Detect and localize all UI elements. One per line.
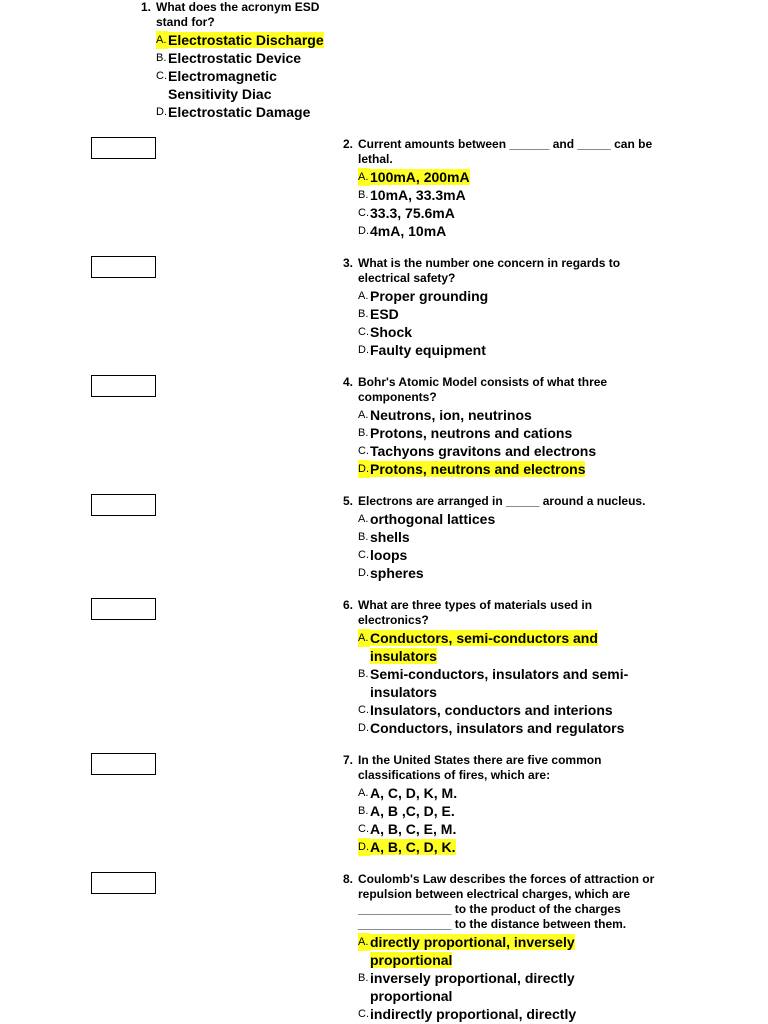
option-d[interactable]	[156, 103, 341, 121]
option-d[interactable]	[358, 838, 673, 856]
question-1	[141, 0, 341, 121]
option-letter: D.	[358, 838, 370, 856]
option-text: 10mA, 33.3mA	[370, 187, 466, 203]
options-list	[358, 933, 673, 1023]
option-letter: C.	[156, 70, 167, 82]
question-number: 6.	[343, 598, 354, 612]
option-letter: A.	[358, 290, 369, 302]
option-b[interactable]	[358, 969, 673, 1005]
option-text: A, B ,C, D, E.	[370, 803, 455, 819]
answer-box-3[interactable]	[91, 256, 156, 278]
option-d[interactable]	[358, 719, 673, 737]
answer-box-2[interactable]	[91, 137, 156, 159]
option-b[interactable]	[156, 49, 341, 67]
option-a[interactable]	[358, 784, 673, 802]
question-8	[343, 872, 673, 1023]
option-letter: C.	[358, 823, 369, 835]
option-text: 33.3, 75.6mA	[370, 205, 455, 221]
option-letter: A.	[156, 31, 168, 49]
answer-box-4[interactable]	[91, 375, 156, 397]
question-2	[343, 137, 673, 240]
question-5-prompt	[343, 494, 673, 509]
answer-box-7[interactable]	[91, 753, 156, 775]
option-text: Semi-conductors, insulators and semi-insulators	[370, 666, 629, 700]
option-letter: B.	[358, 668, 369, 680]
options-list	[358, 510, 673, 582]
option-text: Neutrons, ion, neutrinos	[370, 407, 532, 423]
option-letter: A.	[358, 513, 369, 525]
options-list	[358, 287, 673, 359]
option-text: spheres	[370, 565, 424, 581]
question-text: What are three types of materials used in electronics?	[358, 598, 593, 627]
option-c[interactable]	[358, 204, 673, 222]
option-text: shells	[370, 529, 410, 545]
option-a[interactable]	[358, 510, 673, 528]
option-c[interactable]	[358, 1005, 673, 1023]
option-d[interactable]	[358, 564, 673, 582]
option-letter: A.	[358, 629, 370, 647]
question-8-prompt	[343, 872, 673, 932]
question-7-prompt	[343, 753, 673, 783]
question-6-prompt	[343, 598, 673, 628]
question-text: Coulomb's Law describes the forces of attraction or repulsion between electrical charges, which are ______________ to the product of the charges ______________ to the distance between them.	[358, 872, 655, 931]
question-number: 4.	[343, 375, 354, 389]
option-text: Proper grounding	[370, 288, 489, 304]
option-text: loops	[370, 547, 408, 563]
question-text: Electrons are arranged in _____ around a nucleus.	[358, 494, 646, 508]
option-letter: C.	[358, 1008, 369, 1020]
option-letter: A.	[358, 787, 369, 799]
option-letter: C.	[358, 549, 369, 561]
answer-box-6[interactable]	[91, 598, 156, 620]
question-2-prompt	[343, 137, 673, 167]
option-a[interactable]	[358, 406, 673, 424]
option-text: Electromagnetic Sensitivity Diac	[168, 68, 277, 102]
option-text: Shock	[370, 324, 413, 340]
option-a[interactable]	[156, 31, 341, 49]
option-text: Electrostatic Discharge	[168, 32, 324, 48]
option-c[interactable]	[156, 67, 341, 103]
option-b[interactable]	[358, 665, 673, 701]
option-text: Faulty equipment	[370, 342, 486, 358]
option-b[interactable]	[358, 802, 673, 820]
option-b[interactable]	[358, 186, 673, 204]
option-letter: B.	[156, 52, 167, 64]
option-text: 4mA, 10mA	[370, 223, 447, 239]
options-list	[156, 31, 341, 121]
question-number: 2.	[343, 137, 354, 151]
option-letter: C.	[358, 207, 369, 219]
option-letter: D.	[156, 106, 167, 118]
option-text: ESD	[370, 306, 399, 322]
question-7	[343, 753, 673, 856]
option-text: Protons, neutrons and cations	[370, 425, 573, 441]
option-d[interactable]	[358, 222, 673, 240]
option-letter: D.	[358, 344, 369, 356]
options-list	[358, 784, 673, 856]
option-letter: A.	[358, 168, 370, 186]
question-number: 5.	[343, 494, 354, 508]
option-text: A, B, C, E, M.	[370, 821, 457, 837]
question-6	[343, 598, 673, 737]
option-letter: D.	[358, 225, 369, 237]
option-a[interactable]	[358, 287, 673, 305]
question-text: Current amounts between ______ and _____ can be lethal.	[358, 137, 653, 166]
option-letter: A.	[358, 933, 370, 951]
option-letter: C.	[358, 326, 369, 338]
option-text: A, B, C, D, K.	[370, 839, 456, 855]
options-list	[358, 168, 673, 240]
answer-box-8[interactable]	[91, 872, 156, 894]
option-letter: D.	[358, 567, 369, 579]
option-letter: B.	[358, 427, 369, 439]
option-text: directly proportional, inversely proportional	[370, 934, 575, 968]
option-c[interactable]	[358, 820, 673, 838]
option-c[interactable]	[358, 442, 673, 460]
question-text: What is the number one concern in regards to electrical safety?	[358, 256, 621, 285]
question-text: What does the acronym ESD stand for?	[156, 0, 320, 29]
option-text: A, C, D, K, M.	[370, 785, 458, 801]
option-text: Tachyons gravitons and electrons	[370, 443, 597, 459]
option-a[interactable]	[358, 933, 673, 969]
option-letter: B.	[358, 308, 369, 320]
option-b[interactable]	[358, 305, 673, 323]
option-b[interactable]	[358, 528, 673, 546]
option-c[interactable]	[358, 701, 673, 719]
option-d[interactable]	[358, 341, 673, 359]
option-text: indirectly proportional, directly	[370, 1006, 577, 1022]
question-text: In the United States there are five common classifications of fires, which are:	[358, 753, 602, 782]
option-text: Protons, neutrons and electrons	[370, 461, 586, 477]
option-letter: D.	[358, 460, 370, 478]
question-1-prompt	[141, 0, 341, 30]
question-number: 7.	[343, 753, 354, 767]
question-3-prompt	[343, 256, 673, 286]
question-5	[343, 494, 673, 582]
option-text: Electrostatic Device	[168, 50, 302, 66]
option-text: orthogonal lattices	[370, 511, 496, 527]
question-number: 8.	[343, 872, 354, 886]
option-c[interactable]	[358, 546, 673, 564]
question-number: 3.	[343, 256, 354, 270]
option-letter: B.	[358, 189, 369, 201]
question-number: 1.	[141, 0, 152, 14]
option-letter: B.	[358, 972, 369, 984]
option-c[interactable]	[358, 323, 673, 341]
option-text: Conductors, insulators and regulators	[370, 720, 625, 736]
options-list	[358, 406, 673, 478]
option-letter: B.	[358, 531, 369, 543]
option-a[interactable]	[358, 168, 673, 186]
option-b[interactable]	[358, 424, 673, 442]
option-letter: A.	[358, 409, 369, 421]
option-letter: D.	[358, 722, 369, 734]
option-text: Insulators, conductors and interions	[370, 702, 613, 718]
option-text: 100mA, 200mA	[370, 169, 470, 185]
question-3	[343, 256, 673, 359]
option-d[interactable]	[358, 460, 673, 478]
option-letter: B.	[358, 805, 369, 817]
options-list	[358, 629, 673, 737]
option-a[interactable]	[358, 629, 673, 665]
option-letter: C.	[358, 445, 369, 457]
question-text: Bohr's Atomic Model consists of what three components?	[358, 375, 608, 404]
answer-box-5[interactable]	[91, 494, 156, 516]
question-4	[343, 375, 673, 478]
option-text: Electrostatic Damage	[168, 104, 311, 120]
question-4-prompt	[343, 375, 673, 405]
option-text: inversely proportional, directly proportional	[370, 970, 575, 1004]
option-text: Conductors, semi-conductors and insulators	[370, 630, 598, 664]
option-letter: C.	[358, 704, 369, 716]
